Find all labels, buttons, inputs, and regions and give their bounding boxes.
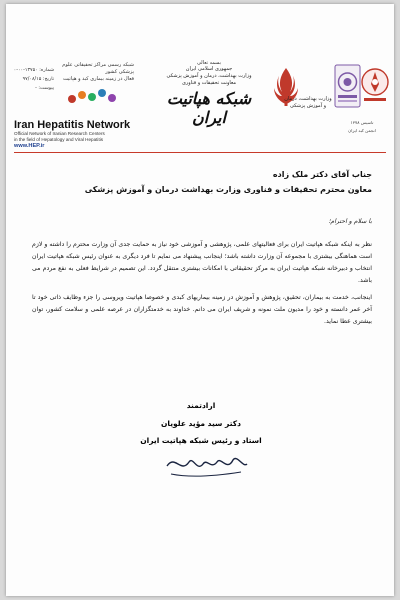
letter-attachment: پیوست: - [35,86,54,91]
ministry-text [282,96,334,110]
center-line-2: وزارت بهداشت، درمان و آموزش پزشکی [166,73,252,79]
closing: ارادتمند [186,401,216,410]
brand-name-fa: شبکه هپاتیت ایران [166,89,252,127]
logo-note-2: انجمن کبد ایران [348,128,376,133]
hep-network-logo-icon [62,85,122,109]
logo-note-1: تاسیس ۱۳۷۸ [350,120,374,125]
network-block [14,62,134,149]
network-url-link[interactable]: www.HEP.ir [14,143,45,149]
network-sub-en-2: in the field of Hepatology and Viral Hepatitis [14,137,104,142]
ministry-line-2: و آموزش پزشکی [289,103,327,109]
iran-emblem-icon [268,62,304,122]
ministry-line-1: وزارت بهداشت، درمان [284,96,332,102]
letter-number: شماره: ۱۳۷۵۰-۰۰-۰ [13,68,54,73]
letter-page [6,4,394,596]
recipient-name: جناب آقای دکتر ملک زاده [272,170,372,179]
network-fa-line-1: شبکه رسمی مراکز تحقیقاتی علوم پزشکی کشور [62,62,134,75]
signer-role: استاد و رئیس شبکه هپاتیت ایران [140,436,262,445]
signature-icon [161,444,251,484]
logos-block [334,62,390,134]
body-paragraph-2: اینجانب، خدمت به بیماران، تحقیق، پژوهش و آموزش در زمینه بیماریهای کبدی و خصوصا هپاتیت ویروسی را جزء وظایف ذاتی خود تا آخر عمر دانسته و خود را مدیون ملت نمونه و شریف ایران می دانم. خداوند به خدمتگزاران در عرصه علمی و سلامت کشور، توان بیشتری عطا نماید. [32,294,372,325]
recipient-block [85,167,372,197]
letter-date: تاریخ: ۹۷/۰۸/۱۵ [22,77,54,82]
bismillah: بسمه تعالی [196,60,222,66]
recipient-title: معاون محترم تحقیقات و فناوری وزارت بهداشت درمان و آموزش پزشکی [84,185,372,194]
network-sub-en-1: Official Network of Iranian Research Centers [14,131,105,136]
society-logos-icon [334,62,390,114]
header-divider [14,152,386,153]
network-name-en: Iran Hepatitis Network [14,119,131,131]
center-header [154,60,264,127]
greeting: با سلام و احترام؛ [328,218,372,225]
center-line-3: معاونت تحقیقات و فناوری [181,80,237,86]
network-fa-line-2: فعال در زمینه بیماری کبد و هپاتیت [63,76,134,82]
letter-body [32,239,372,328]
signer-name: دکتر سید مؤید علویان [161,419,241,428]
center-line-1: جمهوری اسلامی ایران [185,66,233,72]
body-paragraph-1: نظر به اینکه شبکه هپاتیت ایران برای فعالیتهای علمی، پژوهشی و آموزشی خود نیاز به حمایت جدی آن وزارت محترم را داشته و لازم است هماهنگی بیشتری با مجموعه آن وزارت داشته باشد؛ اینجانب پیشنهاد می نمایم تا فرد دیگری به عنوان رئیس شبکه هپاتیت ایران انتخاب و دبیرخانه شبکه هپاتیت ایران به مرکز تحقیقاتی با امکانات بیشتری منتقل گردد. این تصمیم در شرایط فعلی به نفع مردم می باشد. [32,241,372,284]
